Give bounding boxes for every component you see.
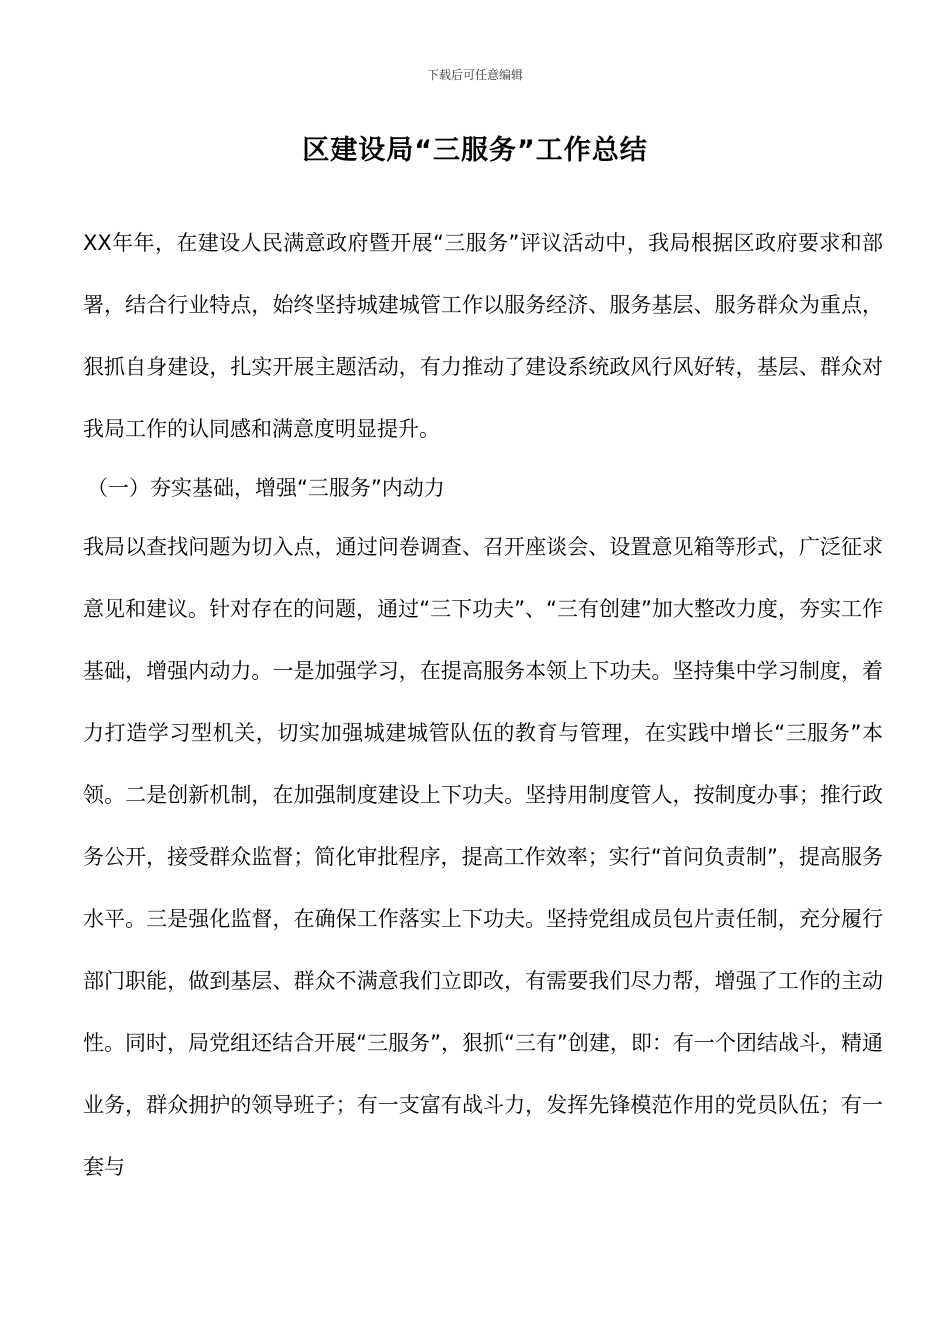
intro-paragraph: XX年年，在建设人民满意政府暨开展“三服务”评议活动中，我局根据区政府要求和部署，结合行业特点，始终坚持城建城管工作以服务经济、服务基层、服务群众为重点，狠抓自身建设，扎实开展主题活动，有力推动了建设系统政风行风好转，基层、群众对我局工作的认同感和满意度明显提升。 bbox=[83, 231, 883, 441]
document-title: 区建设局“三服务”工作总结 bbox=[302, 135, 648, 166]
section-heading-1: （一）夯实基础，增强“三服务”内动力 bbox=[87, 476, 445, 500]
header-note: 下载后可任意编辑 bbox=[426, 68, 523, 82]
document-body bbox=[83, 212, 883, 1198]
section-paragraph-1: 我局以查找问题为切入点，通过问卷调查、召开座谈会、设置意见箱等形式，广泛征求意见和建议。针对存在的问题，通过“三下功夫”、“三有创建”加大整改力度，夯实工作基础，增强内动力。一是加强学习，在提高服务本领上下功夫。坚持集中学习制度，着力打造学习型机关，切实加强城建城管队伍的教育与管理，在实践中增长“三服务”本领。二是创新机制，在加强制度建设上下功夫。坚持用制度管人，按制度办事；推行政务公开，接受群众监督；简化审批程序，提高工作效率；实行“首问负责制”，提高服务水平。三是强化监督，在确保工作落实上下功夫。坚持党组成员包片责任制，充分履行部门职能，做到基层、群众不满意我们立即改，有需要我们尽力帮，增强了工作的主动性。同时，局党组还结合开展“三服务”，狠抓“三有”创建，即：有一个团结战斗，精通业务，群众拥护的领导班子；有一支富有战斗力，发挥先锋模范作用的党员队伍；有一套与 bbox=[83, 535, 883, 1179]
